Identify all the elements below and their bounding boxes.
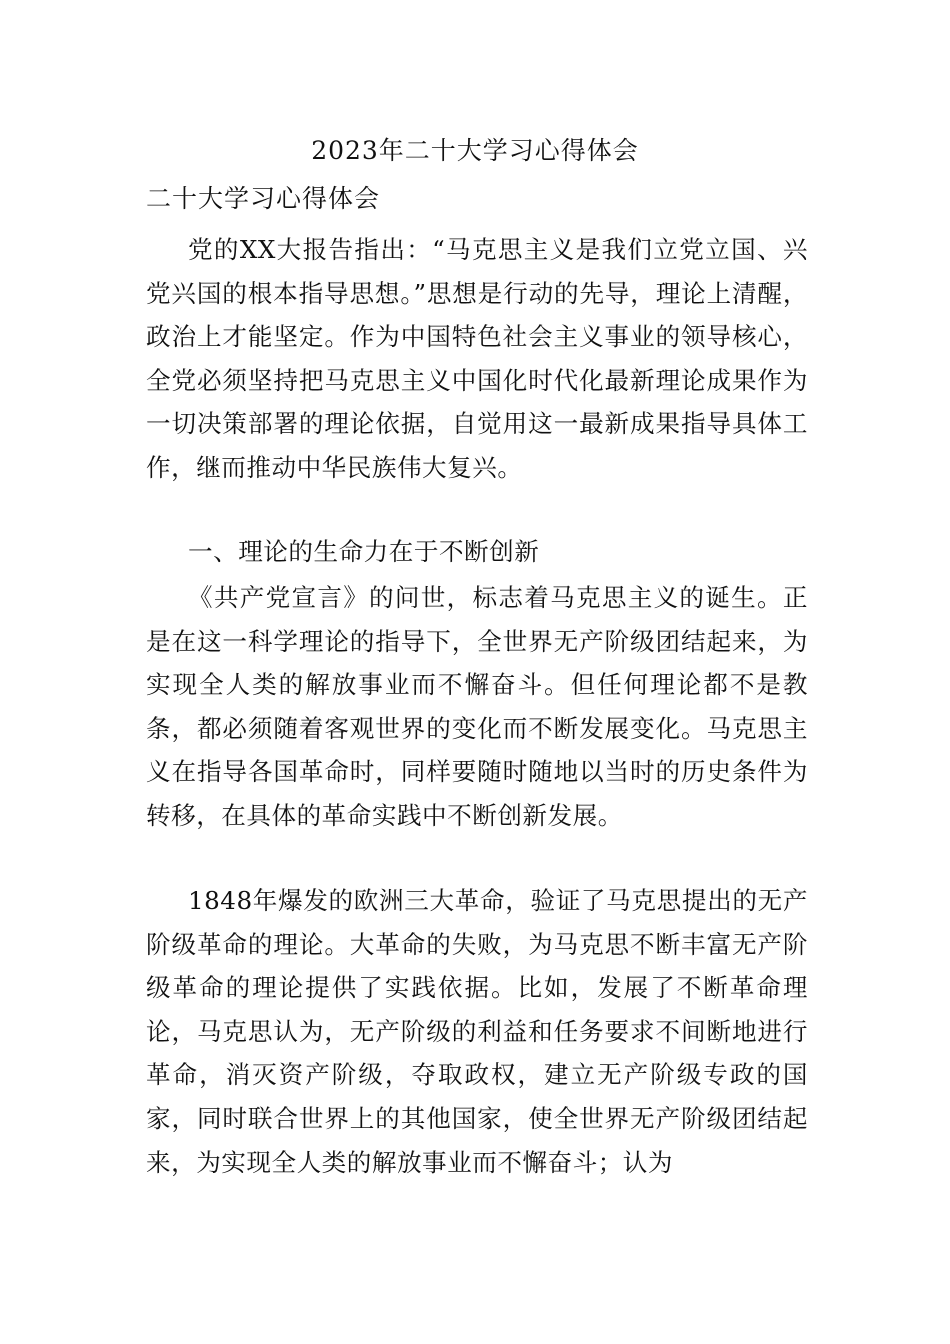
document-subtitle: 二十大学习心得体会 — [146, 184, 381, 213]
paragraph-1848: 1848年爆发的欧洲三大革命，验证了马克思提出的无产阶级革命的理论。大革命的失败，为马克思不断丰富无产阶级革命的理论提供了实践依据。比如，发展了不断革命理论，马克思认为，无产阶级的利益和任务要求不间断地进行革命，消灭资产阶级，夺取政权，建立无产阶级专政的国家，同时联合世界上的其他国家，使全世界无产阶级团结起来，为实现全人类的解放事业而不懈奋斗；认为 — [146, 886, 808, 1177]
paragraph-manifesto: 《共产党宣言》的问世，标志着马克思主义的诞生。正是在这一科学理论的指导下，全世界无产阶级团结起来，为实现全人类的解放事业而不懈奋斗。但任何理论都不是教条，都必须随着客观世界的变化而不断发展变化。马克思主义在指导各国革命时，同样要随时随地以当时的历史条件为转移，在具体的革命实践中不断创新发展。 — [146, 583, 808, 830]
document-title: 2023年二十大学习心得体会 — [311, 136, 639, 165]
paragraph-intro: 党的XX大报告指出：“马克思主义是我们立党立国、兴党兴国的根本指导思想。”思想是行动的先导，理论上清醒，政治上才能坚定。作为中国特色社会主义事业的领导核心，全党必须坚持把马克思主义中国化时代化最新理论成果作为一切决策部署的理论依据，自觉用这一最新成果指导具体工作，继而推动中华民族伟大复兴。 — [146, 235, 808, 482]
section-heading: 一、理论的生命力在于不断创新 — [188, 537, 540, 566]
